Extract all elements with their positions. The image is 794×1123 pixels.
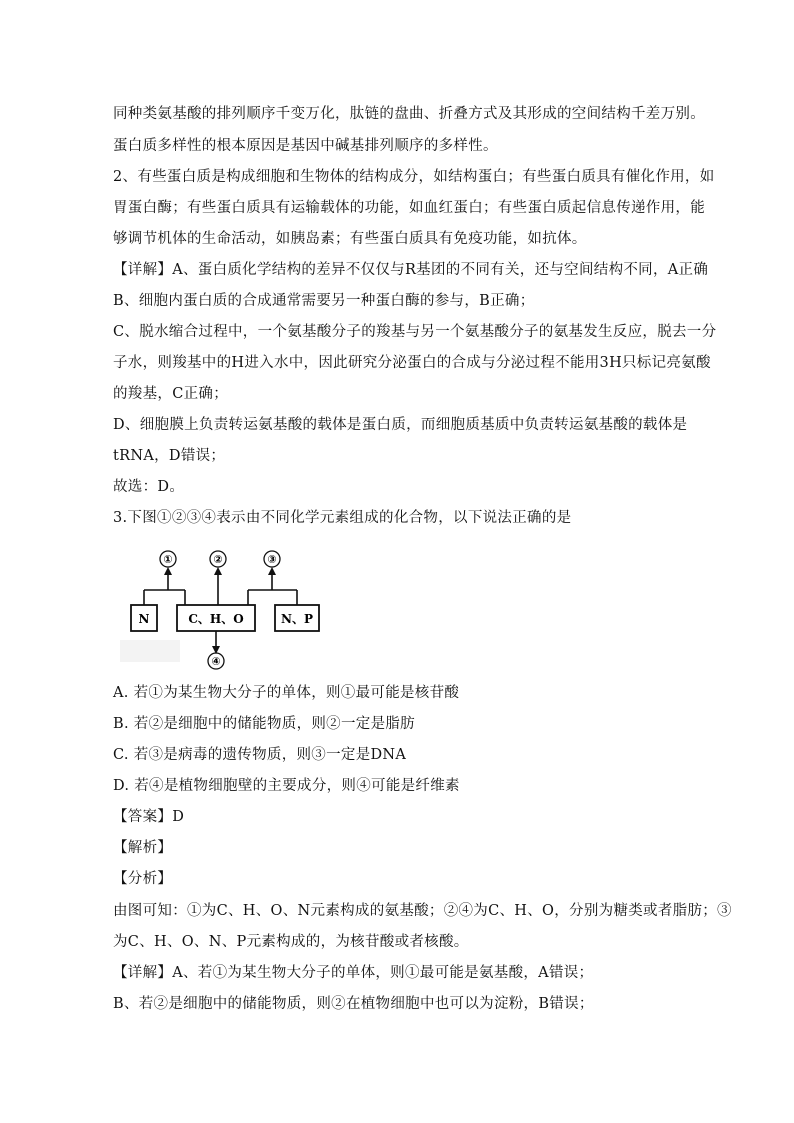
question-stem: 3.下图①②③④表示由不同化学元素组成的化合物，以下说法正确的是 xyxy=(113,510,572,526)
scan-artifact xyxy=(120,640,180,662)
breakdown-heading: 【分析】 xyxy=(113,871,173,887)
text-line: 为C、H、O、N、P元素构成的，为核苷酸或者核酸。 xyxy=(113,934,469,950)
text-line: 子水，则羧基中的H进入水中，因此研究分泌蛋白的合成与分泌过程不能用3H只标记亮氨酸 xyxy=(113,355,711,371)
text-line: 同种类氨基酸的排列顺序千变万化，肽链的盘曲、折叠方式及其形成的空间结构千差万别。 xyxy=(113,106,705,122)
text-line: 胃蛋白酶；有些蛋白质具有运输载体的功能，如血红蛋白；有些蛋白质起信息传递作用，能 xyxy=(113,200,705,216)
element-compound-diagram xyxy=(120,545,340,670)
text-line: 的羧基，C正确； xyxy=(113,386,228,402)
arrow-2-icon xyxy=(214,567,222,575)
text-line: B、若②是细胞中的储能物质，则②在植物细胞中也可以为淀粉，B错误； xyxy=(113,996,594,1012)
text-line: C、脱水缩合过程中，一个氨基酸分子的羧基与另一个氨基酸分子的氨基发生反应，脱去一分 xyxy=(113,324,717,340)
option-a: A. 若①为某生物大分子的单体，则①最可能是核苷酸 xyxy=(113,685,460,701)
text-line: 【详解】A、若①为某生物大分子的单体，则①最可能是氨基酸，A错误； xyxy=(113,965,594,981)
connector-1 xyxy=(144,573,185,605)
box-cho-label: C、H、O xyxy=(188,612,244,626)
text-line: B、细胞内蛋白质的合成通常需要另一种蛋白酶的参与，B正确； xyxy=(113,293,535,309)
text-line: tRNA，D错误； xyxy=(113,448,226,464)
label-2: ② xyxy=(213,553,223,566)
label-1: ① xyxy=(163,553,173,566)
answer-heading: 【答案】D xyxy=(113,809,185,825)
label-4: ④ xyxy=(211,655,221,668)
label-3: ③ xyxy=(267,553,277,566)
text-line: 由图可知：①为C、H、O、N元素构成的氨基酸；②④为C、H、O，分别为糖类或者脂肪；③ xyxy=(113,903,732,919)
option-c: C. 若③是病毒的遗传物质，则③一定是DNA xyxy=(113,747,407,763)
text-line: 够调节机体的生命活动，如胰岛素；有些蛋白质具有免疫功能，如抗体。 xyxy=(113,231,587,247)
arrow-1-icon xyxy=(164,567,172,575)
arrow-3-icon xyxy=(268,567,276,575)
option-b: B. 若②是细胞中的储能物质，则②一定是脂肪 xyxy=(113,716,415,732)
box-np-label: N、P xyxy=(281,612,313,626)
text-line: 故选：D。 xyxy=(113,479,185,495)
text-line: 2、有些蛋白质是构成细胞和生物体的结构成分，如结构蛋白；有些蛋白质具有催化作用，如 xyxy=(113,169,715,185)
option-d: D. 若④是植物细胞壁的主要成分，则④可能是纤维素 xyxy=(113,778,460,794)
box-n-label: N xyxy=(138,612,150,626)
text-line: 蛋白质多样性的根本原因是基因中碱基排列顺序的多样性。 xyxy=(113,138,498,154)
text-line: D、细胞膜上负责转运氨基酸的载体是蛋白质，而细胞质基质中负责转运氨基酸的载体是 xyxy=(113,417,688,433)
text-line: 【详解】A、蛋白质化学结构的差异不仅仅与R基团的不同有关，还与空间结构不同，A正确 xyxy=(113,262,709,278)
analysis-heading: 【解析】 xyxy=(113,840,173,856)
connector-3 xyxy=(248,573,297,605)
